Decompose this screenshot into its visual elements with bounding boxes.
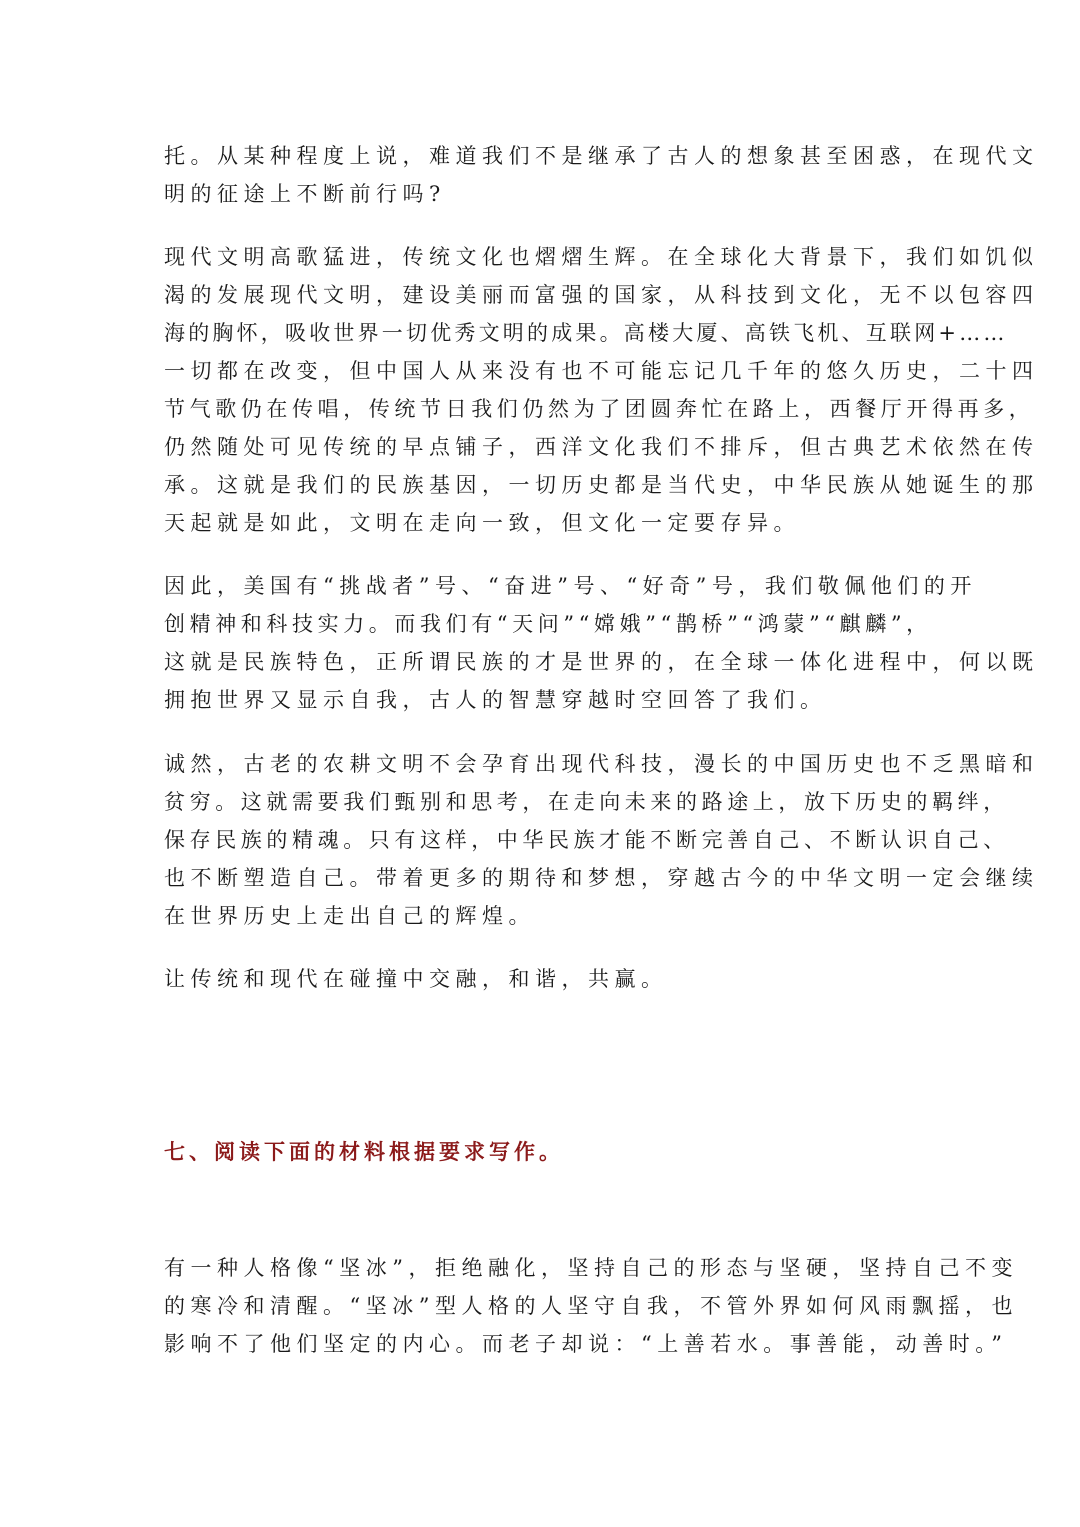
paragraph-1-line-2: 明的征途上不断前行吗?: [164, 182, 446, 206]
material-line-2: 的寒冷和清醒。“坚冰”型人格的人坚守自我，不管外界如何风雨飘摇，也: [164, 1294, 1018, 1318]
material-line-1: 有一种人格像“坚冰”，拒绝融化，坚持自己的形态与坚硬，坚持自己不变: [164, 1256, 1018, 1280]
paragraph-4-line-2: 贫穷。这就需要我们甄别和思考，在走向未来的路途上，放下历史的羁绊，: [164, 790, 1009, 814]
paragraph-2-line-7: 承。这就是我们的民族基因，一切历史都是当代史，中华民族从她诞生的那: [164, 473, 1039, 497]
paragraph-3-line-2: 创精神和科技实力。而我们有“天问”“嫦娥”“鹊桥”“鸿蒙”“麒麟”，: [164, 612, 932, 636]
paragraph-2-line-2: 渴的发展现代文明，建设美丽而富强的国家，从科技到文化，无不以包容四: [164, 283, 1039, 307]
paragraph-4-line-4: 也不断塑造自己。带着更多的期待和梦想，穿越古今的中华文明一定会继续: [164, 866, 1039, 890]
paragraph-2-line-6: 仍然随处可见传统的早点铺子，西洋文化我们不排斥，但古典艺术依然在传: [164, 435, 1039, 459]
paragraph-2-line-8: 天起就是如此，文明在走向一致，但文化一定要存异。: [164, 511, 800, 535]
paragraph-5-line-1: 让传统和现代在碰撞中交融，和谐，共赢。: [164, 967, 668, 991]
material-line-3: 影响不了他们坚定的内心。而老子却说：“上善若水。事善能，动善时。”: [164, 1332, 1008, 1356]
paragraph-1-line-1: 托。从某种程度上说，难道我们不是继承了古人的想象甚至困惑，在现代文: [164, 144, 1039, 168]
paragraph-4-line-5: 在世界历史上走出自己的辉煌。: [164, 904, 535, 928]
paragraph-4-line-3: 保存民族的精魂。只有这样，中华民族才能不断完善自己、不断认识自己、: [164, 828, 1009, 852]
paragraph-2-line-3: 海的胸怀，吸收世界一切优秀文明的成果。高楼大厦、高铁飞机、互联网+……: [164, 321, 1008, 345]
section-heading: 七、阅读下面的材料根据要求写作。: [164, 1139, 564, 1164]
paragraph-2-line-1: 现代文明高歌猛进，传统文化也熠熠生辉。在全球化大背景下，我们如饥似: [164, 245, 1039, 269]
paragraph-2-line-5: 节气歌仍在传唱，传统节日我们仍然为了团圆奔忙在路上，西餐厅开得再多，: [164, 397, 1035, 421]
paragraph-3-line-3: 这就是民族特色，正所谓民族的才是世界的，在全球一体化进程中，何以既: [164, 650, 1039, 674]
paragraph-4-line-1: 诚然，古老的农耕文明不会孕育出现代科技，漫长的中国历史也不乏黑暗和: [164, 752, 1039, 776]
paragraph-2-line-4: 一切都在改变，但中国人从来没有也不可能忘记几千年的悠久历史，二十四: [164, 359, 1039, 383]
paragraph-3-line-4: 拥抱世界又显示自我，古人的智慧穿越时空回答了我们。: [164, 688, 827, 712]
paragraph-3-line-1: 因此，美国有“挑战者”号、“奋进”号、“好奇”号，我们敬佩他们的开: [164, 574, 977, 598]
